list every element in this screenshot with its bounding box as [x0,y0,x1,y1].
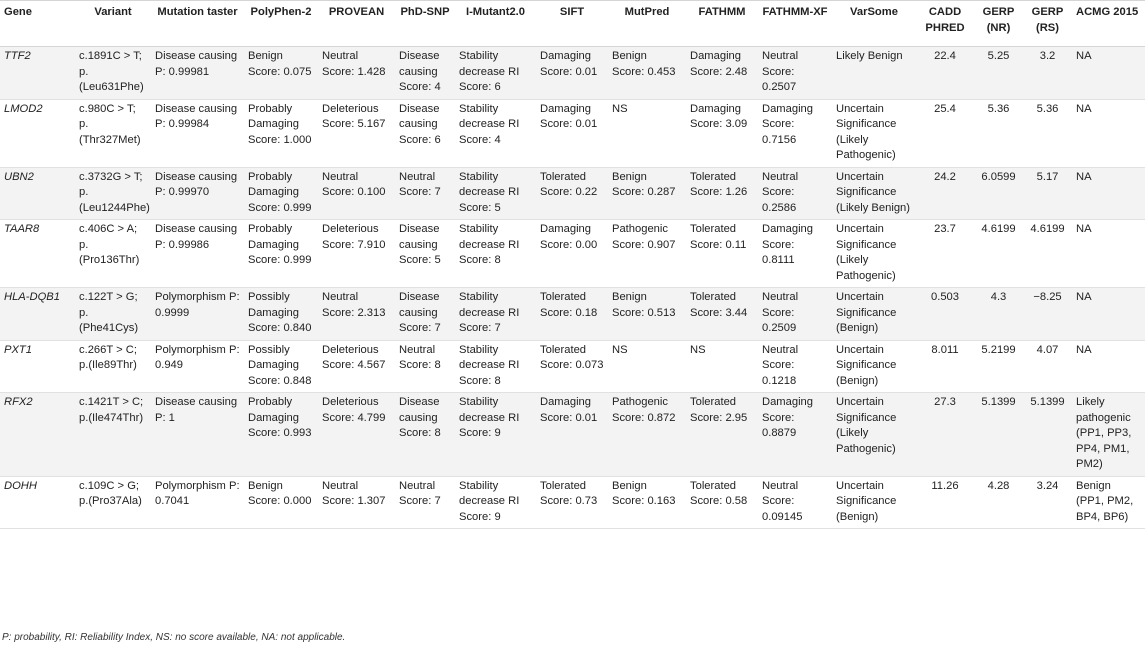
cell-fathmm-xf: Neutral Score: 0.09145 [758,476,832,529]
header-acmg-2015: ACMG 2015 [1072,1,1145,47]
cell-gene: UBN2 [0,167,75,220]
cell-sift: Damaging Score: 0.00 [536,220,608,288]
header-gerp-rs: GERP (RS) [1023,1,1072,47]
cell-sift: Damaging Score: 0.01 [536,47,608,100]
cell-gerp-rs: 3.2 [1023,47,1072,100]
cell-phd-snp: Disease causing Score: 8 [395,393,455,477]
cell-provean: Neutral Score: 0.100 [318,167,395,220]
cell-variant: c.980C > T; p.(Thr327Met) [75,99,151,167]
cell-mutation-taster: Disease causing P: 0.99970 [151,167,244,220]
cell-polyphen2: Benign Score: 0.075 [244,47,318,100]
cell-fathmm-xf: Damaging Score: 0.8879 [758,393,832,477]
cell-sift: Damaging Score: 0.01 [536,99,608,167]
header-gene: Gene [0,1,75,47]
cell-acmg-2015: Benign (PP1, PM2, BP4, BP6) [1072,476,1145,529]
cell-varsome: Uncertain Significance (Likely Pathogenic) [832,99,916,167]
cell-variant: c.109C > G; p.(Pro37Ala) [75,476,151,529]
cell-gene: PXT1 [0,340,75,393]
cell-phd-snp: Neutral Score: 7 [395,476,455,529]
cell-gene: TAAR8 [0,220,75,288]
table-row [0,220,1145,288]
table-row [0,340,1145,393]
cell-variant: c.1891C > T; p.(Leu631Phe) [75,47,151,100]
cell-mutation-taster: Disease causing P: 0.99986 [151,220,244,288]
cell-phd-snp: Neutral Score: 8 [395,340,455,393]
cell-sift: Tolerated Score: 0.18 [536,288,608,341]
cell-fathmm-xf: Damaging Score: 0.8111 [758,220,832,288]
cell-fathmm: Tolerated Score: 1.26 [686,167,758,220]
cell-fathmm: Tolerated Score: 3.44 [686,288,758,341]
cell-variant: c.1421T > C; p.(Ile474Thr) [75,393,151,477]
cell-acmg-2015: NA [1072,220,1145,288]
cell-cadd-phred: 24.2 [916,167,974,220]
cell-gerp-nr: 5.1399 [974,393,1023,477]
cell-fathmm-xf: Damaging Score: 0.7156 [758,99,832,167]
header-provean: PROVEAN [318,1,395,47]
cell-mutpred: Benign Score: 0.163 [608,476,686,529]
header-polyphen2: PolyPhen-2 [244,1,318,47]
cell-fathmm-xf: Neutral Score: 0.2509 [758,288,832,341]
table-footnote: P: probability, RI: Reliability Index, NS: no score available, NA: not applicable. [2,632,346,643]
header-mutation-taster: Mutation taster [151,1,244,47]
cell-mutation-taster: Disease causing P: 0.99984 [151,99,244,167]
cell-fathmm: Damaging Score: 2.48 [686,47,758,100]
cell-polyphen2: Probably Damaging Score: 0.993 [244,393,318,477]
cell-provean: Deleterious Score: 4.799 [318,393,395,477]
cell-provean: Deleterious Score: 5.167 [318,99,395,167]
cell-fathmm: Tolerated Score: 2.95 [686,393,758,477]
cell-variant: c.3732G > T; p.(Leu1244Phe) [75,167,151,220]
header-sift: SIFT [536,1,608,47]
header-row [0,1,1145,47]
cell-gerp-nr: 4.6199 [974,220,1023,288]
cell-mutpred: Benign Score: 0.453 [608,47,686,100]
cell-i-mutant: Stability decrease RI Score: 4 [455,99,536,167]
cell-gerp-rs: 4.6199 [1023,220,1072,288]
cell-acmg-2015: NA [1072,167,1145,220]
cell-fathmm-xf: Neutral Score: 0.1218 [758,340,832,393]
table-row [0,47,1145,100]
cell-varsome: Uncertain Significance (Benign) [832,476,916,529]
cell-phd-snp: Disease causing Score: 5 [395,220,455,288]
cell-gerp-nr: 4.28 [974,476,1023,529]
cell-gerp-rs: 4.07 [1023,340,1072,393]
header-varsome: VarSome [832,1,916,47]
table-row [0,167,1145,220]
cell-gene: HLA-DQB1 [0,288,75,341]
cell-gene: LMOD2 [0,99,75,167]
cell-gerp-nr: 5.25 [974,47,1023,100]
cell-provean: Deleterious Score: 7.910 [318,220,395,288]
header-i-mutant: I-Mutant2.0 [455,1,536,47]
cell-fathmm: Damaging Score: 3.09 [686,99,758,167]
cell-gerp-rs: 3.24 [1023,476,1072,529]
cell-fathmm-xf: Neutral Score: 0.2586 [758,167,832,220]
cell-mutpred: NS [608,99,686,167]
table-row [0,288,1145,341]
cell-i-mutant: Stability decrease RI Score: 9 [455,476,536,529]
cell-mutpred: Pathogenic Score: 0.907 [608,220,686,288]
cell-gerp-nr: 4.3 [974,288,1023,341]
cell-provean: Neutral Score: 1.428 [318,47,395,100]
cell-polyphen2: Probably Damaging Score: 0.999 [244,220,318,288]
cell-variant: c.122T > G; p.(Phe41Cys) [75,288,151,341]
cell-acmg-2015: Likely pathogenic (PP1, PP3, PP4, PM1, PM2) [1072,393,1145,477]
header-fathmm-xf: FATHMM-XF [758,1,832,47]
cell-gerp-rs: 5.17 [1023,167,1072,220]
cell-polyphen2: Possibly Damaging Score: 0.848 [244,340,318,393]
table-body [0,47,1145,529]
cell-gerp-nr: 5.36 [974,99,1023,167]
cell-varsome: Uncertain Significance (Likely Pathogenic) [832,393,916,477]
cell-phd-snp: Disease causing Score: 6 [395,99,455,167]
cell-polyphen2: Probably Damaging Score: 0.999 [244,167,318,220]
cell-mutation-taster: Disease causing P: 0.99981 [151,47,244,100]
cell-i-mutant: Stability decrease RI Score: 6 [455,47,536,100]
header-gerp-nr: GERP (NR) [974,1,1023,47]
header-mutpred: MutPred [608,1,686,47]
cell-polyphen2: Probably Damaging Score: 1.000 [244,99,318,167]
cell-gene: RFX2 [0,393,75,477]
cell-gene: DOHH [0,476,75,529]
cell-mutation-taster: Polymorphism P: 0.9999 [151,288,244,341]
cell-varsome: Uncertain Significance (Benign) [832,288,916,341]
cell-sift: Tolerated Score: 0.22 [536,167,608,220]
table-row [0,393,1145,477]
cell-mutpred: NS [608,340,686,393]
cell-varsome: Uncertain Significance (Benign) [832,340,916,393]
header-fathmm: FATHMM [686,1,758,47]
cell-i-mutant: Stability decrease RI Score: 8 [455,220,536,288]
cell-fathmm: Tolerated Score: 0.58 [686,476,758,529]
cell-i-mutant: Stability decrease RI Score: 7 [455,288,536,341]
cell-phd-snp: Neutral Score: 7 [395,167,455,220]
cell-gerp-nr: 6.0599 [974,167,1023,220]
cell-mutation-taster: Polymorphism P: 0.949 [151,340,244,393]
cell-cadd-phred: 8.011 [916,340,974,393]
cell-polyphen2: Benign Score: 0.000 [244,476,318,529]
cell-mutpred: Benign Score: 0.287 [608,167,686,220]
cell-acmg-2015: NA [1072,340,1145,393]
cell-i-mutant: Stability decrease RI Score: 8 [455,340,536,393]
cell-phd-snp: Disease causing Score: 7 [395,288,455,341]
cell-mutation-taster: Polymorphism P: 0.7041 [151,476,244,529]
cell-cadd-phred: 23.7 [916,220,974,288]
cell-mutation-taster: Disease causing P: 1 [151,393,244,477]
cell-gene: TTF2 [0,47,75,100]
cell-mutpred: Benign Score: 0.513 [608,288,686,341]
cell-gerp-nr: 5.2199 [974,340,1023,393]
cell-variant: c.266T > C; p.(Ile89Thr) [75,340,151,393]
cell-phd-snp: Disease causing Score: 4 [395,47,455,100]
cell-provean: Neutral Score: 2.313 [318,288,395,341]
header-phd-snp: PhD-SNP [395,1,455,47]
table-row [0,99,1145,167]
cell-varsome: Uncertain Significance (Likely Benign) [832,167,916,220]
cell-cadd-phred: 27.3 [916,393,974,477]
cell-polyphen2: Possibly Damaging Score: 0.840 [244,288,318,341]
cell-sift: Damaging Score: 0.01 [536,393,608,477]
cell-variant: c.406C > A; p.(Pro136Thr) [75,220,151,288]
cell-mutpred: Pathogenic Score: 0.872 [608,393,686,477]
cell-provean: Neutral Score: 1.307 [318,476,395,529]
header-cadd-phred: CADD PHRED [916,1,974,47]
cell-cadd-phred: 0.503 [916,288,974,341]
cell-cadd-phred: 11.26 [916,476,974,529]
cell-gerp-rs: 5.36 [1023,99,1072,167]
cell-i-mutant: Stability decrease RI Score: 9 [455,393,536,477]
cell-fathmm: NS [686,340,758,393]
cell-fathmm-xf: Neutral Score: 0.2507 [758,47,832,100]
cell-acmg-2015: NA [1072,288,1145,341]
cell-acmg-2015: NA [1072,99,1145,167]
cell-gerp-rs: 5.1399 [1023,393,1072,477]
cell-sift: Tolerated Score: 0.73 [536,476,608,529]
cell-provean: Deleterious Score: 4.567 [318,340,395,393]
cell-i-mutant: Stability decrease RI Score: 5 [455,167,536,220]
cell-sift: Tolerated Score: 0.073 [536,340,608,393]
header-variant: Variant [75,1,151,47]
table-row [0,476,1145,529]
cell-gerp-rs: −8.25 [1023,288,1072,341]
cell-varsome: Uncertain Significance (Likely Pathogenic) [832,220,916,288]
cell-varsome: Likely Benign [832,47,916,100]
cell-cadd-phred: 22.4 [916,47,974,100]
cell-cadd-phred: 25.4 [916,99,974,167]
cell-acmg-2015: NA [1072,47,1145,100]
cell-fathmm: Tolerated Score: 0.11 [686,220,758,288]
